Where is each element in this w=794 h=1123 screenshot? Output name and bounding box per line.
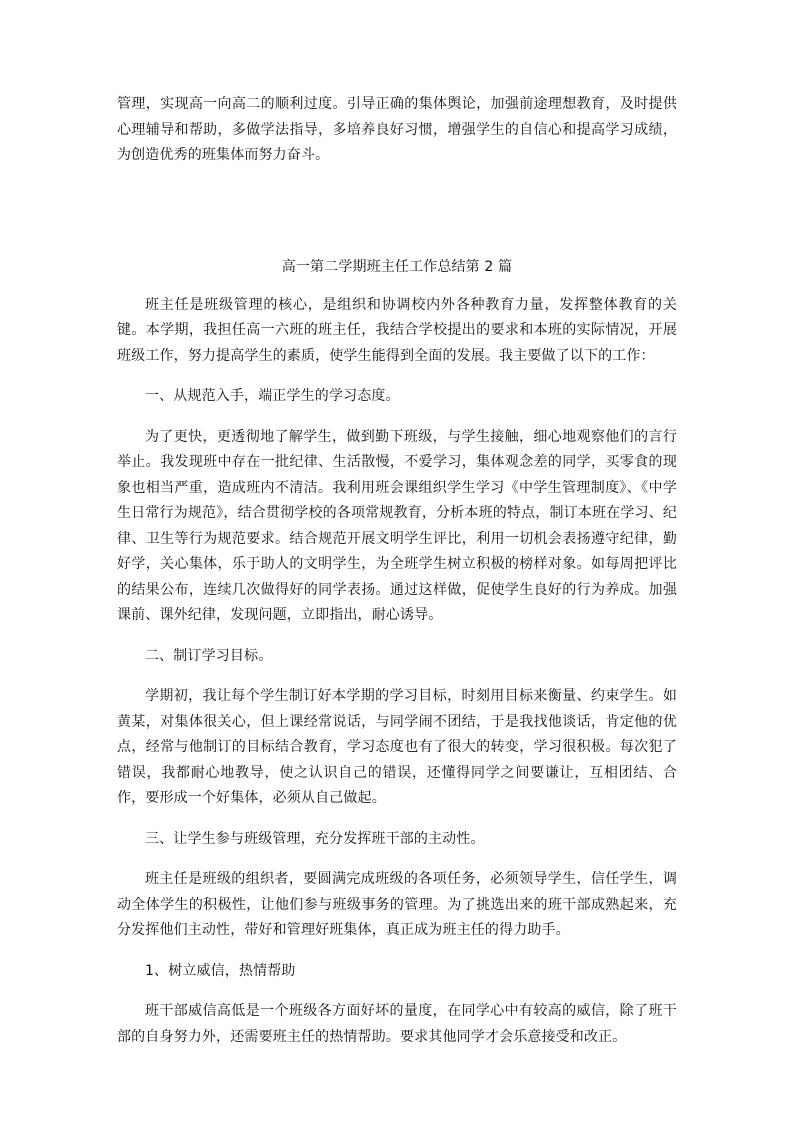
subsection-heading-1: 1、树立威信，热情帮助 [145, 962, 296, 979]
section-heading-1: 一、从规范入手，端正学生的学习态度。 [145, 388, 400, 404]
section-heading-2: 二、制订学习目标。 [145, 647, 273, 664]
intro-paragraph: 管理，实现高一向高二的顺利过度。引导正确的集体舆论，加强前途理想教育，及时提供心理辅导和帮助，多做学法指导，多培养良好习惯，增强学生的自信心和提高学习成绩，为创造优秀的班集体而努力奋斗。 [117, 96, 677, 163]
document-title: 高一第二学期班主任工作总结第 2 篇 [281, 258, 513, 275]
paragraph-section-2: 学期初，我让每个学生制订好本学期的学习目标，时刻用目标来衡量、约束学生。如黄某，对集体很关心，但上课经常说话，与同学闹不团结，于是我找他谈话，肯定他的优点，经常与他制订的目标结合教育，学习态度也有了很大的转变，学习很积极。每次犯了错误，我都耐心地教导，使之认识自己的错误，还懂得同学之间要谦让，互相团结、合作，要形成一个好集体，必须从自己做起。 [117, 688, 677, 806]
section-heading-3: 三、让学生参与班级管理，充分发挥班干部的主动性。 [145, 830, 485, 847]
paragraph-subsection-1: 班干部威信高低是一个班级各方面好坏的量度，在同学心中有较高的威信，除了班干部的自身努力外，还需要班主任的热情帮助。要求其他同学才会乐意接受和改正。 [117, 1003, 677, 1045]
paragraph-intro-main: 班主任是班级管理的核心，是组织和协调校内外各种教育力量，发挥整体教育的关键。本学期，我担任高一六班的班主任，我结合学校提出的要求和本班的实际情况，开展班级工作，努力提高学生的素质，使学生能得到全面的发展。我主要做了以下的工作： [117, 296, 677, 364]
paragraph-section-1: 为了更快，更透彻地了解学生，做到勤下班级，与学生接触，细心地观察他们的言行举止。我发现班中存在一批纪律、生活散慢，不爱学习，集体观念差的同学，买零食的现象也相当严重，造成班内不清洁。我利用班会课组织学生学习《中学生管理制度》、《中学生日常行为规范》，结合贯彻学校的各项常规教育，分析本班的特点，制订本班在学习、纪律、卫生等行为规范要求。结合规范开展文明学生评比，利用一切机会表扬遵守纪律，勤好学，关心集体，乐于助人的文明学生，为全班学生树立积极的榜样对象。如每周把评比的结果公布，连续几次做得好的同学表扬。通过这样做，促使学生良好的行为养成。加强课前、课外纪律，发现问题，立即指出，耐心诱导。 [117, 428, 677, 623]
paragraph-section-3: 班主任是班级的组织者，要圆满完成班级的各项任务，必须领导学生，信任学生，调动全体学生的积极性，让他们参与班级事务的管理。为了挑选出来的班干部成熟起来，充分发挥他们主动性，带好和管理好班集体，真正成为班主任的得力助手。 [117, 871, 677, 938]
